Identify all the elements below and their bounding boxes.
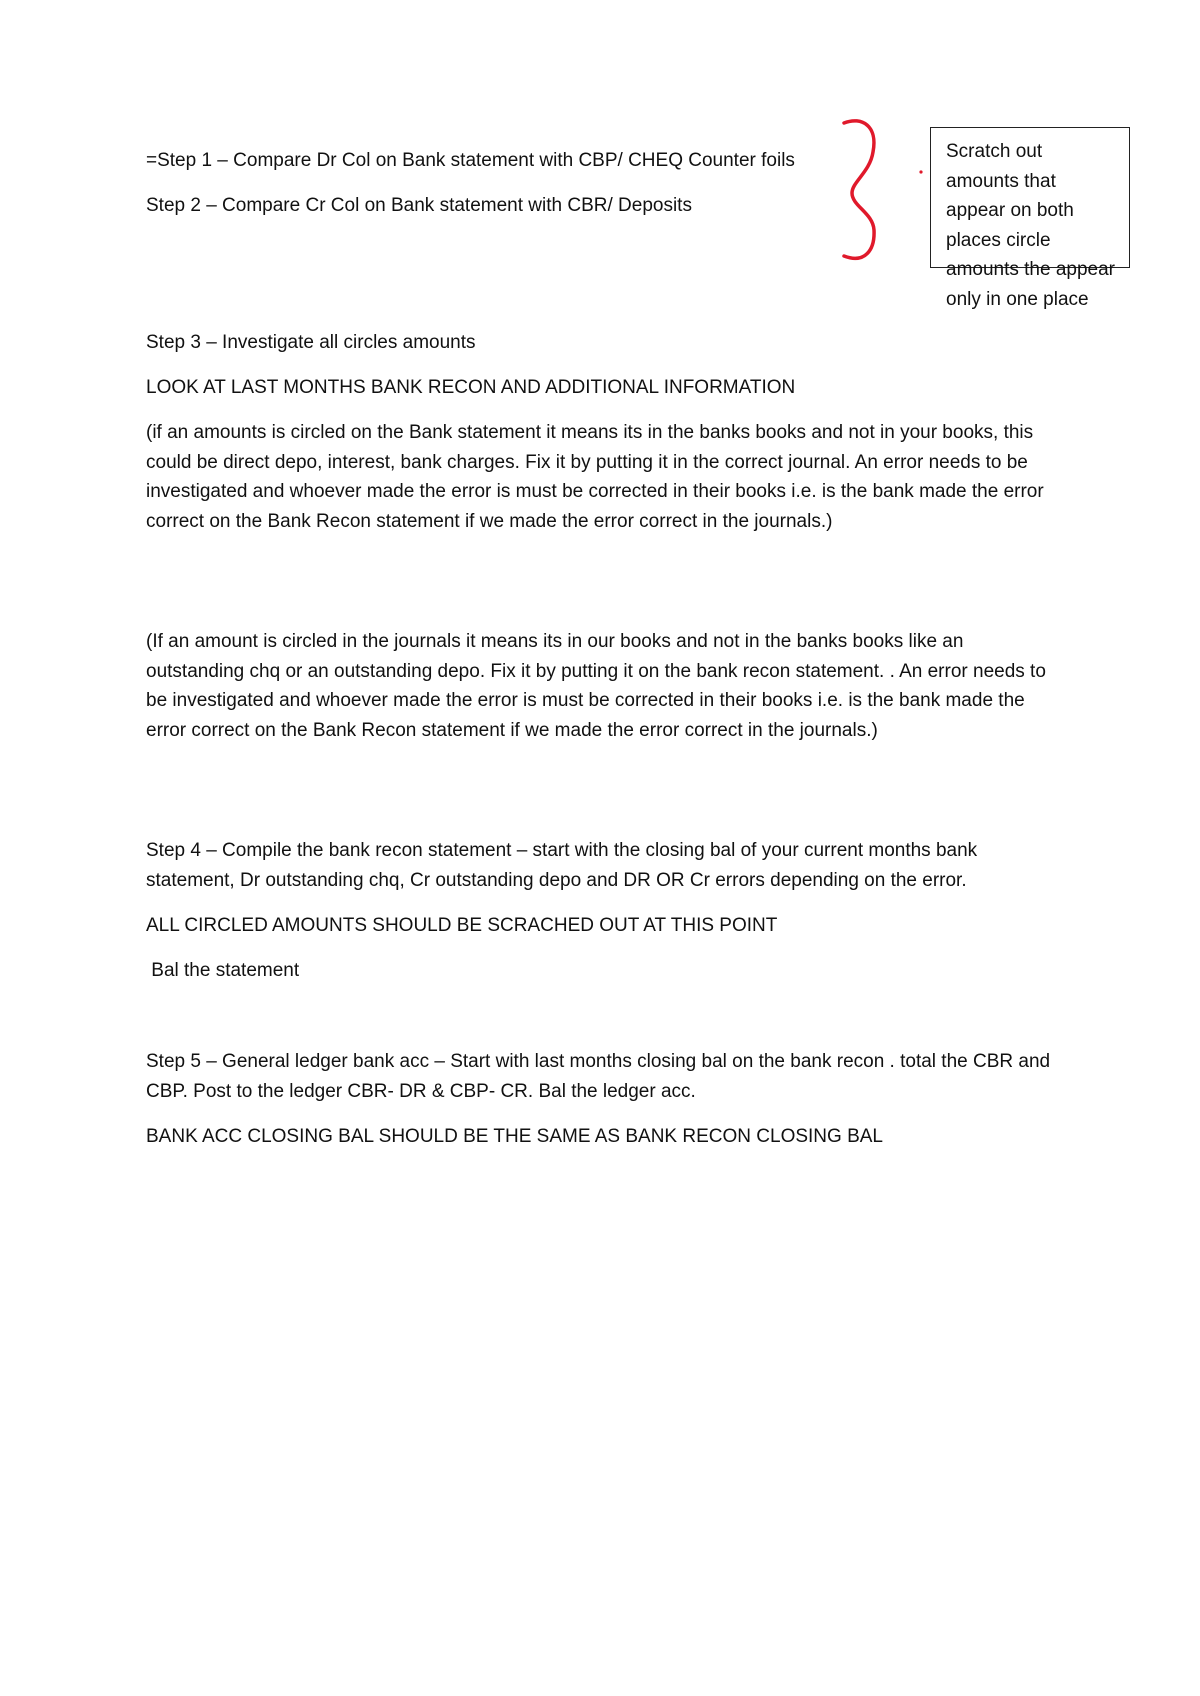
brace-stroke bbox=[844, 121, 874, 258]
step-2-text: Step 2 – Compare Cr Col on Bank statement with CBR/ Deposits bbox=[146, 195, 692, 216]
curly-brace-annotation bbox=[840, 118, 930, 268]
step-1-text: =Step 1 – Compare Dr Col on Bank statement with CBP/ CHEQ Counter foils bbox=[146, 150, 795, 171]
look-at-heading: LOOK AT LAST MONTHS BANK RECON AND ADDITIONAL INFORMATION bbox=[146, 377, 796, 398]
journals-paragraph: (If an amount is circled in the journals it means its in our books and not in the banks books like an outstanding chq or an outstanding depo. Fix it by putting it on the bank recon statement. . An error needs to be investigated and whoever made the error is must be corrected in their books i.e. is the bank made the error correct on the Bank Recon statement if we made the error correct in the journals.) bbox=[146, 631, 1046, 741]
step-5-text: Step 5 – General ledger bank acc – Start with last months closing bal on the bank recon . total the CBR and CBP. Post to the ledger CBR- DR & CBP- CR. Bal the ledger acc. bbox=[146, 1051, 1051, 1102]
step-4-text: Step 4 – Compile the bank recon statement – start with the closing bal of your current months bank statement, Dr outstanding chq, Cr outstanding depo and DR OR Cr errors depending on the error. bbox=[146, 840, 978, 891]
all-circled-heading: ALL CIRCLED AMOUNTS SHOULD BE SCRACHED OUT AT THIS POINT bbox=[146, 915, 778, 936]
note-text: Scratch out amounts that appear on both places circle amounts the appear only in one place bbox=[946, 141, 1116, 310]
bal-statement-text: Bal the statement bbox=[146, 960, 300, 981]
step-3-text: Step 3 – Investigate all circles amounts bbox=[146, 332, 476, 353]
note-box bbox=[930, 127, 1130, 310]
bank-statement-paragraph: (if an amounts is circled on the Bank statement it means its in the banks books and not in your books, this could be direct depo, interest, bank charges. Fix it by putting it in the correct journal. An error needs to be investigated and whoever made the error is must be corrected in their books i.e. is the bank made the error correct on the Bank Recon statement if we made the error correct in the journals.) bbox=[146, 422, 1044, 532]
bank-acc-closing-heading: BANK ACC CLOSING BAL SHOULD BE THE SAME AS BANK RECON CLOSING BAL bbox=[146, 1126, 883, 1147]
brace-dot bbox=[919, 170, 922, 173]
